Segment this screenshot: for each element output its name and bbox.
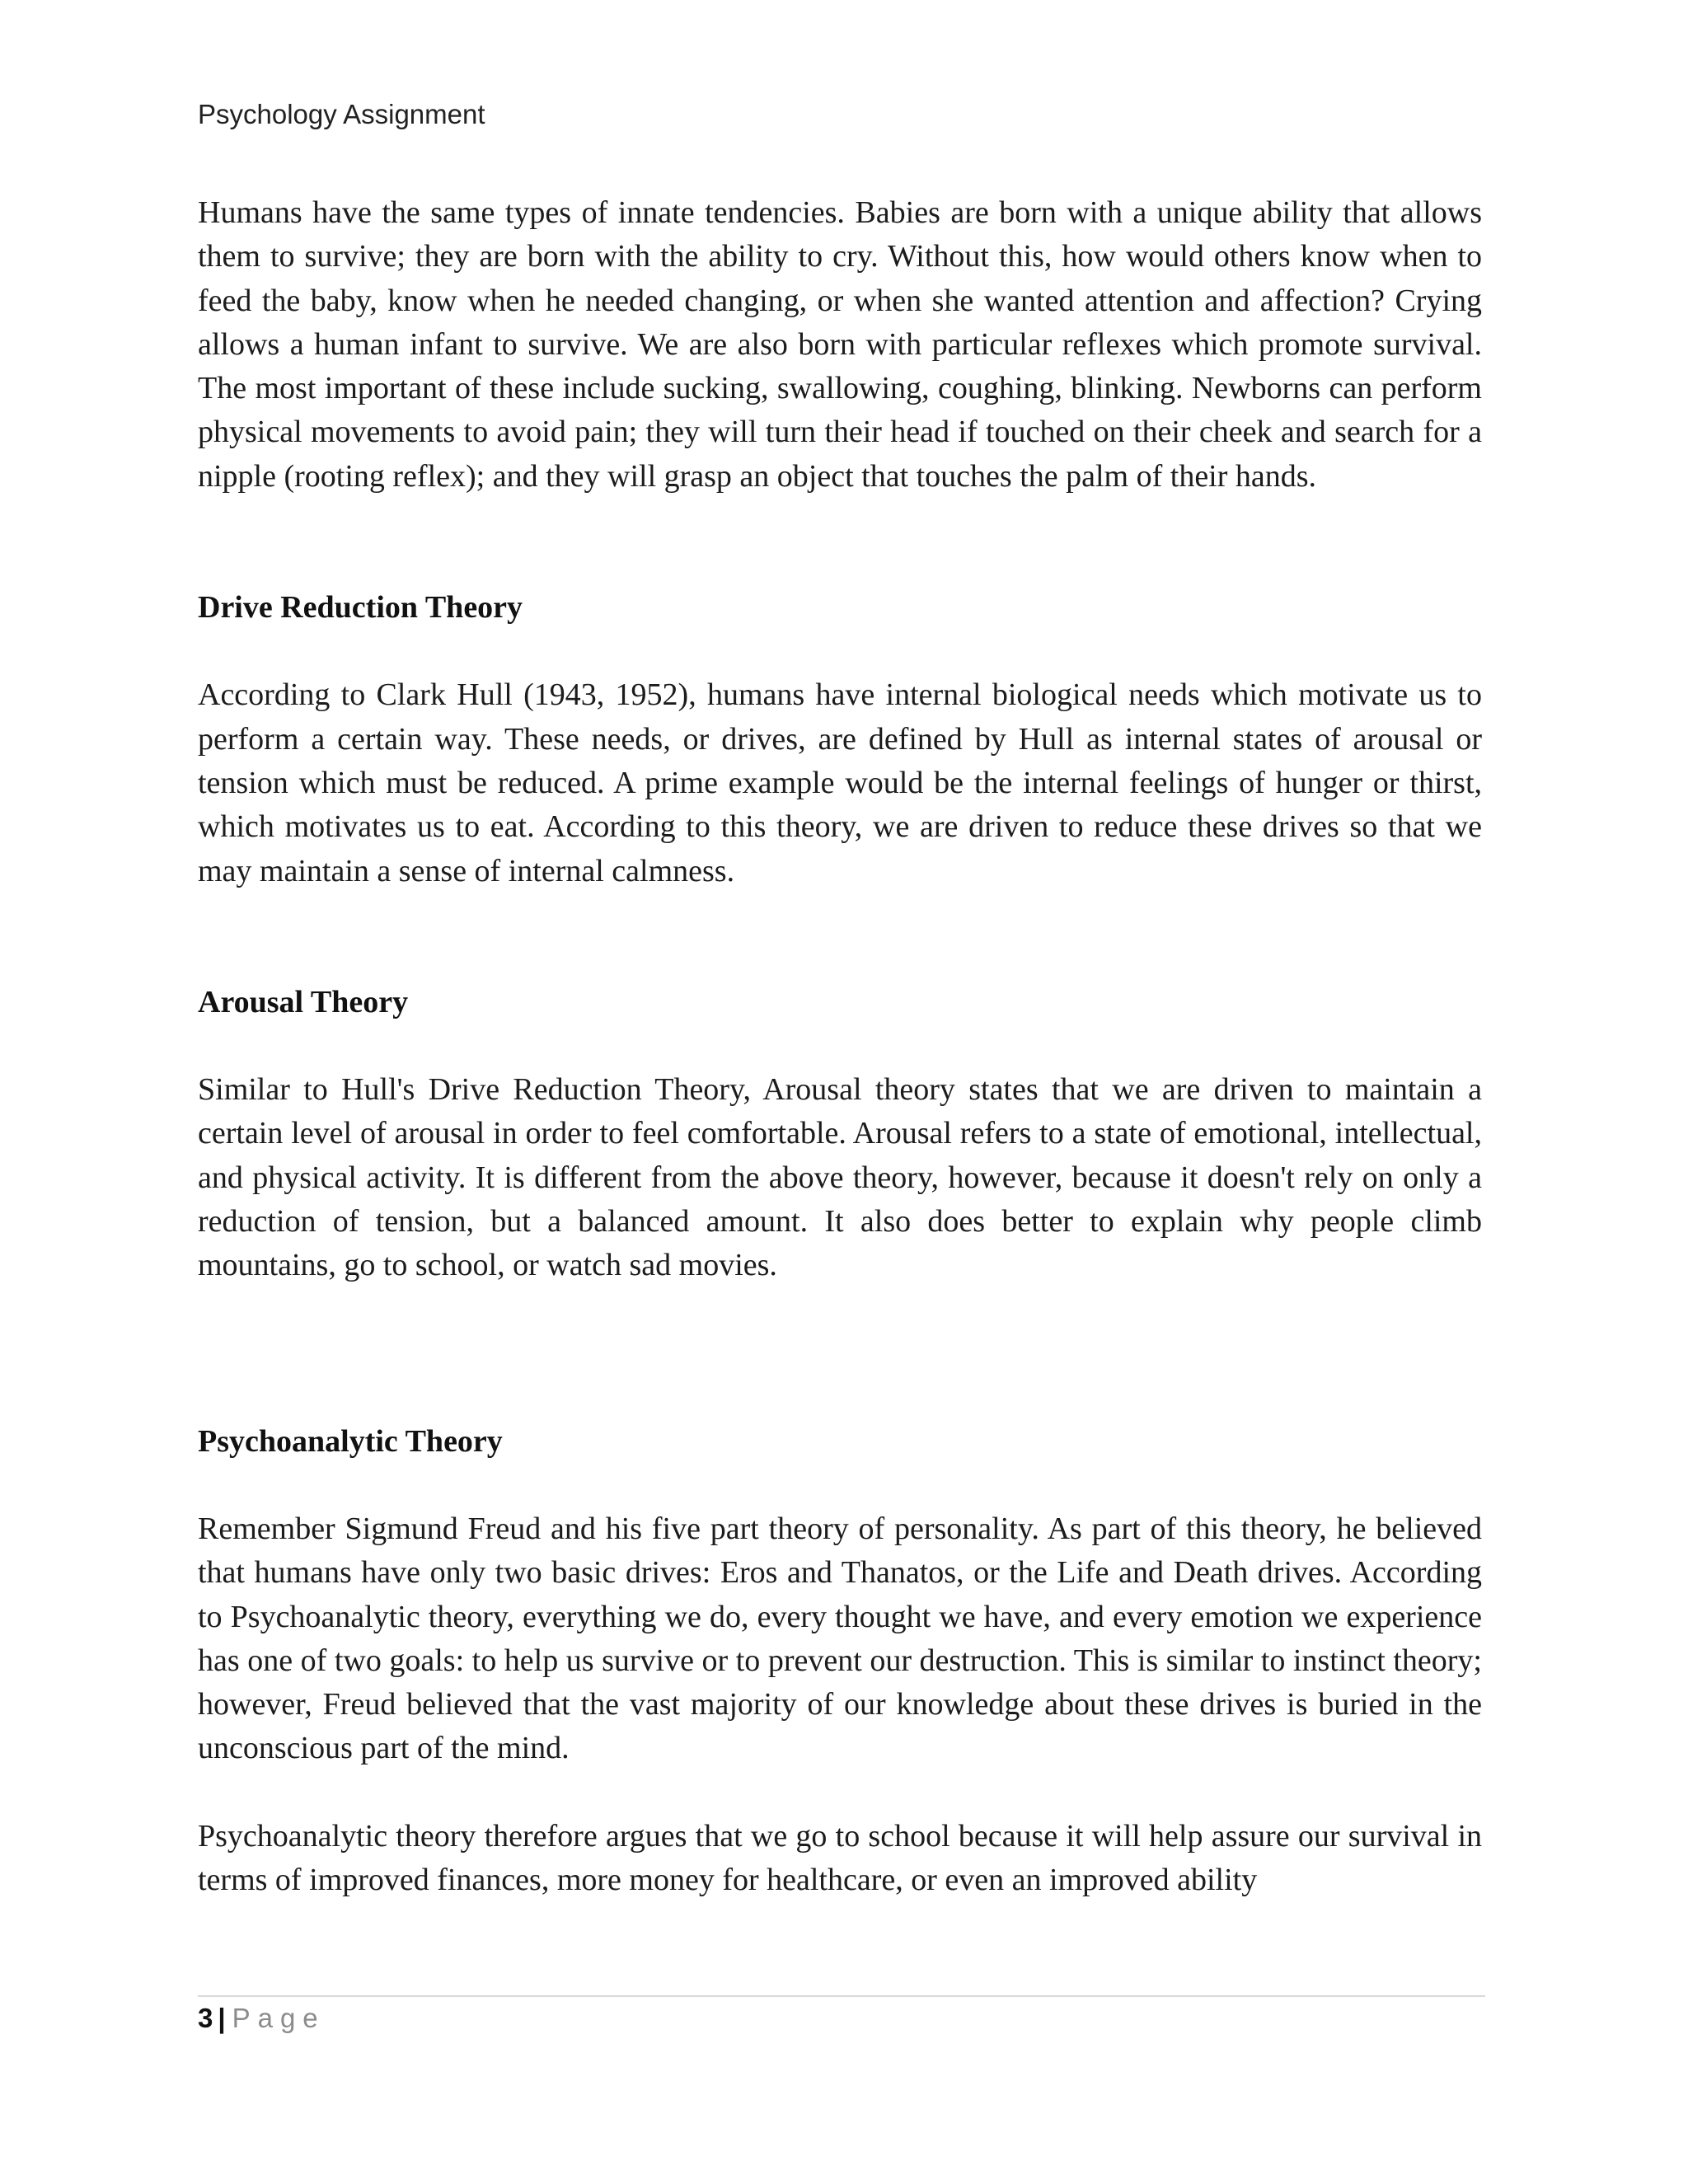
psychoanalytic-paragraph-2: Psychoanalytic theory therefore argues that we go to school because it will help assure our survival in terms of improved finances, more money for healthcare, or even an improved ability [198,1818,1482,1898]
page-footer [198,2000,326,2036]
section-heading-psychoanalytic: Psychoanalytic Theory [198,1423,503,1459]
page-number: 3 [198,2003,213,2033]
arousal-paragraph: Similar to Hull's Drive Reduction Theory, Arousal theory states that we are driven to maintain a certain level of arousal in order to feel comfortable. Arousal refers to a state of emotional, intellectual, and physical activity. It is different from the above theory, however, because it doesn't rely on only a reduction of tension, but a balanced amount. It also does better to explain why people climb mountains, go to school, or watch sad movies. [198,1072,1482,1283]
section-heading-arousal: Arousal Theory [198,984,409,1019]
intro-paragraph: Humans have the same types of innate tendencies. Babies are born with a unique ability that allows them to survive; they are born with the ability to cry. Without this, how would others know when to feed the baby, know when he needed changing, or when she wanted attention and affection? Crying allows a human infant to survive. We are also born with particular reflexes which promote survival. The most important of these include sucking, swallowing, coughing, blinking. Newborns can perform physical movements to avoid pain; they will turn their head if touched on their cheek and search for a nipple (rooting reflex); and they will grasp an object that touches the palm of their hands. [198,195,1482,494]
document-body [198,191,1482,1902]
running-header: Psychology Assignment [198,99,485,129]
psychoanalytic-paragraph-1: Remember Sigmund Freud and his five part theory of personality. As part of this theory, he believed that humans have only two basic drives: Eros and Thanatos, or the Life and Death drives. According to Psychoanalytic theory, everything we do, every thought we have, and every emotion we experience has one of two goals: to help us survive or to prevent our destruction. This is similar to instinct theory; however, Freud believed that the vast majority of our knowledge about these drives is buried in the unconscious part of the mind. [198,1511,1482,1766]
section-heading-drive-reduction: Drive Reduction Theory [198,590,523,626]
footer-separator: | [218,2003,226,2033]
drive-reduction-paragraph: According to Clark Hull (1943, 1952), humans have internal biological needs which motivate us to perform a certain way. These needs, or drives, are defined by Hull as internal states of arousal or tension which must be reduced. A prime example would be the internal feelings of hunger or thirst, which motivates us to eat. According to this theory, we are driven to reduce these drives so that we may maintain a sense of internal calmness. [198,677,1482,888]
page-label: Page [232,2003,326,2033]
footer-divider [198,1995,1485,1997]
